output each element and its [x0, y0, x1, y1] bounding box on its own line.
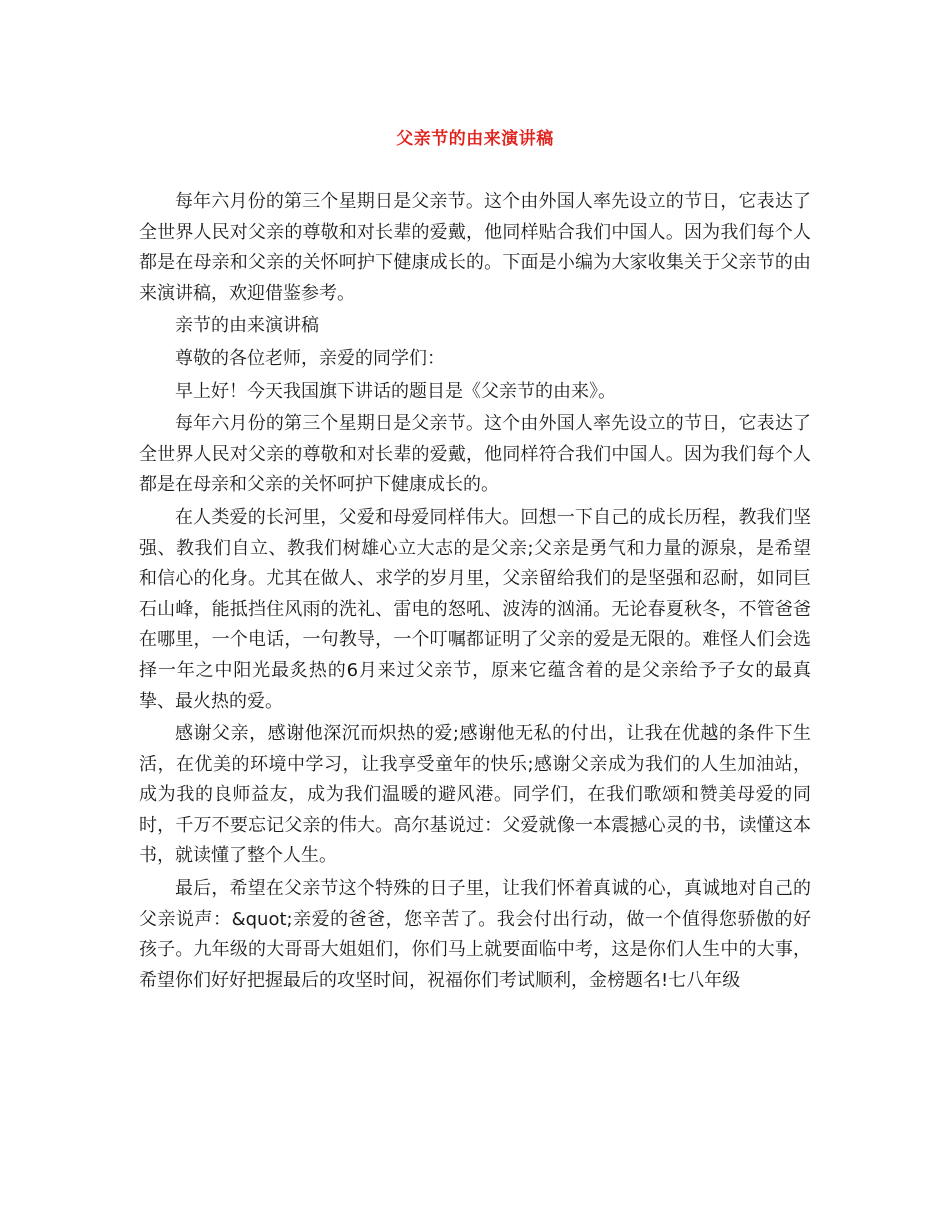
paragraph-fathers-day-origin: 每年六月份的第三个星期日是父亲节。这个由外国人率先设立的节日，它表达了全世界人民对父亲的尊敬和对长辈的爱戴，他同样符合我们中国人。因为我们每个人都是在母亲和父亲的关怀呵护下健康成长的。 [139, 413, 811, 496]
paragraph-fatherly-love: 在人类爱的长河里，父爱和母爱同样伟大。回想一下自己的成长历程，教我们坚强、教我们自立、教我们树雄心立大志的是父亲;父亲是勇气和力量的源泉，是希望和信心的化身。尤其在做人、求学的岁月里，父亲留给我们的是坚强和忍耐，如同巨石山峰，能抵挡住风雨的洗礼、雷电的怒吼、波涛的汹涌。无论春夏秋冬，不管爸爸在哪里，一个电话，一句教导，一个叮嘱都证明了父亲的爱是无限的。难怪人们会选择一年之中阳光最炙热的6月来过父亲节，原来它蕴含着的是父亲给予子女的最真挚、最火热的爱。 [139, 506, 811, 712]
paragraph-gratitude: 感谢父亲，感谢他深沉而炽热的爱;感谢他无私的付出，让我在优越的条件下生活，在优美的环境中学习，让我享受童年的快乐;感谢父亲成为我们的人生加油站，成为我的良师益友，成为我们温暖的避风港。同学们，在我们歌颂和赞美母爱的同时，千万不要忘记父亲的伟大。高尔基说过：父爱就像一本震撼心灵的书，读懂这本书，就读懂了整个人生。 [139, 723, 811, 867]
paragraph-closing: 最后，希望在父亲节这个特殊的日子里，让我们怀着真诚的心，真诚地对自己的父亲说声：&quot;亲爱的爸爸，您辛苦了。我会付出行动，做一个值得您骄傲的好孩子。九年级的大哥哥大姐姐们，你们马上就要面临中考，这是你们人生中的大事，希望你们好好把握最后的攻坚时间，祝福你们考试顺利，金榜题名!七八年级 [139, 878, 811, 991]
paragraph-opening: 早上好！今天我国旗下讲话的题目是《父亲节的由来》。 [175, 380, 616, 402]
document-title: 父亲节的由来演讲稿 [396, 129, 554, 149]
paragraph-subtitle: 亲节的由来演讲稿 [175, 315, 319, 337]
paragraph-intro: 每年六月份的第三个星期日是父亲节。这个由外国人率先设立的节日，它表达了全世界人民对父亲的尊敬和对长辈的爱戴，他同样贴合我们中国人。因为我们每个人都是在母亲和父亲的关怀呵护下健康成长的。下面是小编为大家收集关于父亲节的由来演讲稿，欢迎借鉴参考。 [139, 191, 811, 304]
document-body [139, 187, 811, 998]
paragraph-greeting: 尊敬的各位老师，亲爱的同学们： [175, 347, 445, 369]
